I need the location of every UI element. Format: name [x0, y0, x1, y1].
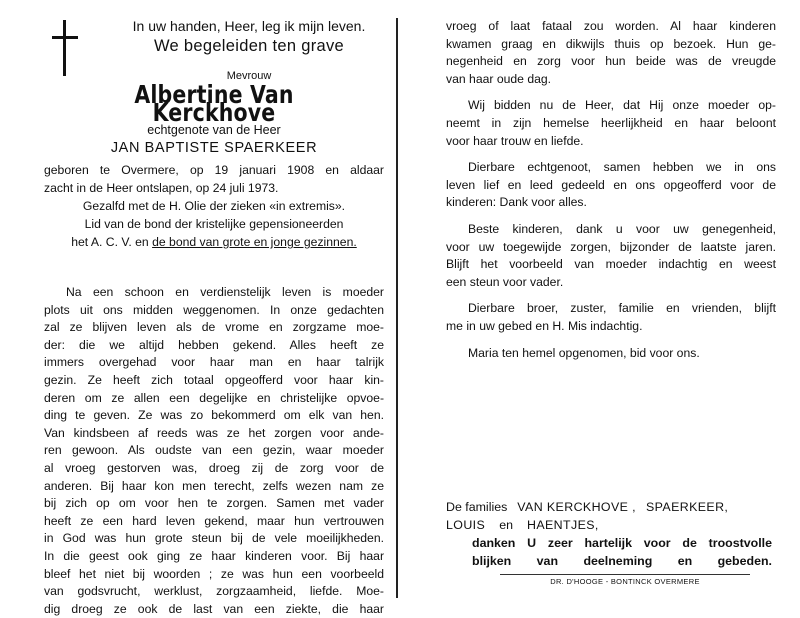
- cross-icon: [52, 20, 78, 76]
- eulogy-line: in God was hun grote steun bij de vele moeilijkheden.: [44, 531, 384, 546]
- thanks-line: blijken van deelneming en gebeden.: [472, 554, 772, 568]
- eulogy-line: Na een schoon en verdienstelijk leven is moeder: [66, 285, 384, 299]
- text-line: van haar oude dag.: [446, 71, 552, 86]
- eulogy-line: bij zich op om voor hen te zorgen. Samen met vader: [44, 496, 384, 511]
- text-line: Wij bidden nu de Heer, dat Hij onze moeder op-: [468, 98, 776, 113]
- eulogy-line: al vroeg gestorven was, droeg zij de zorg voor de: [44, 460, 384, 475]
- thanks-text: [472, 534, 772, 570]
- eulogy-text: [44, 284, 384, 618]
- eulogy-line: Van kindsbeen af reeds was ze het zorgen voor ande-: [44, 425, 384, 440]
- eulogy-line: der: die we altijd hebben gekend. Alles heeft ze: [44, 337, 384, 352]
- eulogy-line: zal ze blijven leven als de vrome en zorgzame moe-: [44, 320, 384, 335]
- families-prefix: De families: [446, 500, 508, 514]
- text-line: vroeg of laat fataal zou worden. Al haar kinderen: [446, 19, 776, 33]
- continued-text: [446, 18, 776, 362]
- acv-prefix: het A. C. V. en: [71, 235, 149, 249]
- text-line: neemt in zijn hemelse heerlijkheid en haar beloont: [446, 115, 776, 130]
- eulogy-line: van godsvrucht, werklust, zorgzaamheid, liefde. Moe-: [44, 584, 384, 599]
- eulogy-line: immers overgehad voor haar man en haar talrijk: [44, 355, 384, 370]
- text-line: Dierbare echtgenoot, samen hebben we in ons: [468, 160, 776, 175]
- fold-divider: [396, 18, 398, 598]
- text-line: een steun voor vader.: [446, 274, 564, 289]
- family-name: SPAERKEER,: [646, 500, 729, 514]
- eulogy-line: plots uit ons midden weggenomen. In onze gedachten: [44, 302, 384, 317]
- families-conjunction: en: [499, 518, 513, 532]
- eulogy-line: In die geest ook ging ze haar kinderen voor. Bij haar: [44, 548, 384, 563]
- text-line: negenheid en zorg voor hun beide was de vreugde: [446, 54, 776, 69]
- acv-line: [44, 234, 384, 252]
- eulogy-line: anderen. Bij haar kon men terecht, zelfs wezen nam ze: [44, 478, 384, 493]
- text-line: me in uw gebed en H. Mis indachtig.: [446, 318, 643, 333]
- eulogy-line: ren gewoon. Als oudste van een gezin, waar moeder: [44, 443, 384, 458]
- eulogy-line: ding te geven. Ze was zo bekommerd om elk van hen.: [44, 408, 384, 423]
- eulogy-line: dig droeg ze ook de last van een ziekte, die haar: [44, 601, 384, 616]
- thanks-line: danken U zeer hartelijk voor de troostvolle: [472, 536, 772, 550]
- text-line: leven lief en leed gedeeld en ons opgeofferd voor de: [446, 177, 776, 192]
- family-name: HAENTJES,: [526, 518, 599, 532]
- family-names: [446, 498, 776, 534]
- family-name: VAN KERCKHOVE ,: [517, 500, 636, 514]
- eulogy-line: bleef het niet bij woorden ; ze was hun een voorbeeld: [44, 566, 384, 581]
- text-line: Blijft het voorbeeld van moeder indachtig en weest: [446, 257, 776, 272]
- eulogy-line: gezin. Ze heeft zich totaal opgeofferd voor haar kin-: [44, 372, 384, 387]
- title-prefix: Mevrouw: [226, 70, 272, 82]
- opening-prayer: In uw handen, Heer, leg ik mijn leven.: [132, 18, 366, 34]
- text-line: Beste kinderen, dank u voor uw genegenheid,: [468, 221, 776, 236]
- acv-underlined: de bond van grote en jonge gezinnen.: [152, 235, 357, 249]
- text-line: Maria ten hemel opgenomen, bid voor ons.: [468, 345, 700, 360]
- death-line: zacht in de Heer ontslapen, op 24 juli 1973.: [44, 180, 279, 195]
- family-name: LOUIS: [446, 518, 486, 532]
- anointing-line: Gezalfd met de H. Olie der zieken «in extremis».: [82, 199, 346, 213]
- birth-death-info: [44, 162, 384, 197]
- eulogy-line: deren om ze allen een degelijke en christelijke opvoe-: [44, 390, 384, 405]
- deceased-name: Albertine Van Kerckhove: [134, 80, 294, 127]
- birth-line: geboren te Overmere, op 19 januari 1908 en aldaar: [44, 163, 384, 177]
- spouse-name: JAN BAPTISTE SPAERKEER: [110, 140, 318, 156]
- spouse-intro: echtgenote van de Heer: [147, 123, 281, 137]
- eulogy-line: heeft ze een hard leven gekend, maar hun vertrouwen: [44, 513, 384, 528]
- burial-announcement: We begeleiden ten grave: [153, 37, 345, 55]
- text-line: kinderen: Dank voor alles.: [446, 195, 587, 210]
- membership-line: Lid van de bond der kristelijke gepensioneerden: [84, 217, 344, 231]
- text-line: voor haar trouw en liefde.: [446, 133, 584, 148]
- text-line: kwamen graag en dikwijls thuis op bezoek. Hun ge-: [446, 36, 776, 51]
- printer-name: DR. D'HOOGE - BONTINCK OVERMERE: [550, 577, 700, 586]
- printer-imprint: [500, 574, 750, 586]
- text-line: Dierbare broer, zuster, familie en vrienden, blijft: [468, 301, 776, 316]
- text-line: voor uw toegewijde zorgen, bijzonder de laatste jaren.: [446, 239, 776, 254]
